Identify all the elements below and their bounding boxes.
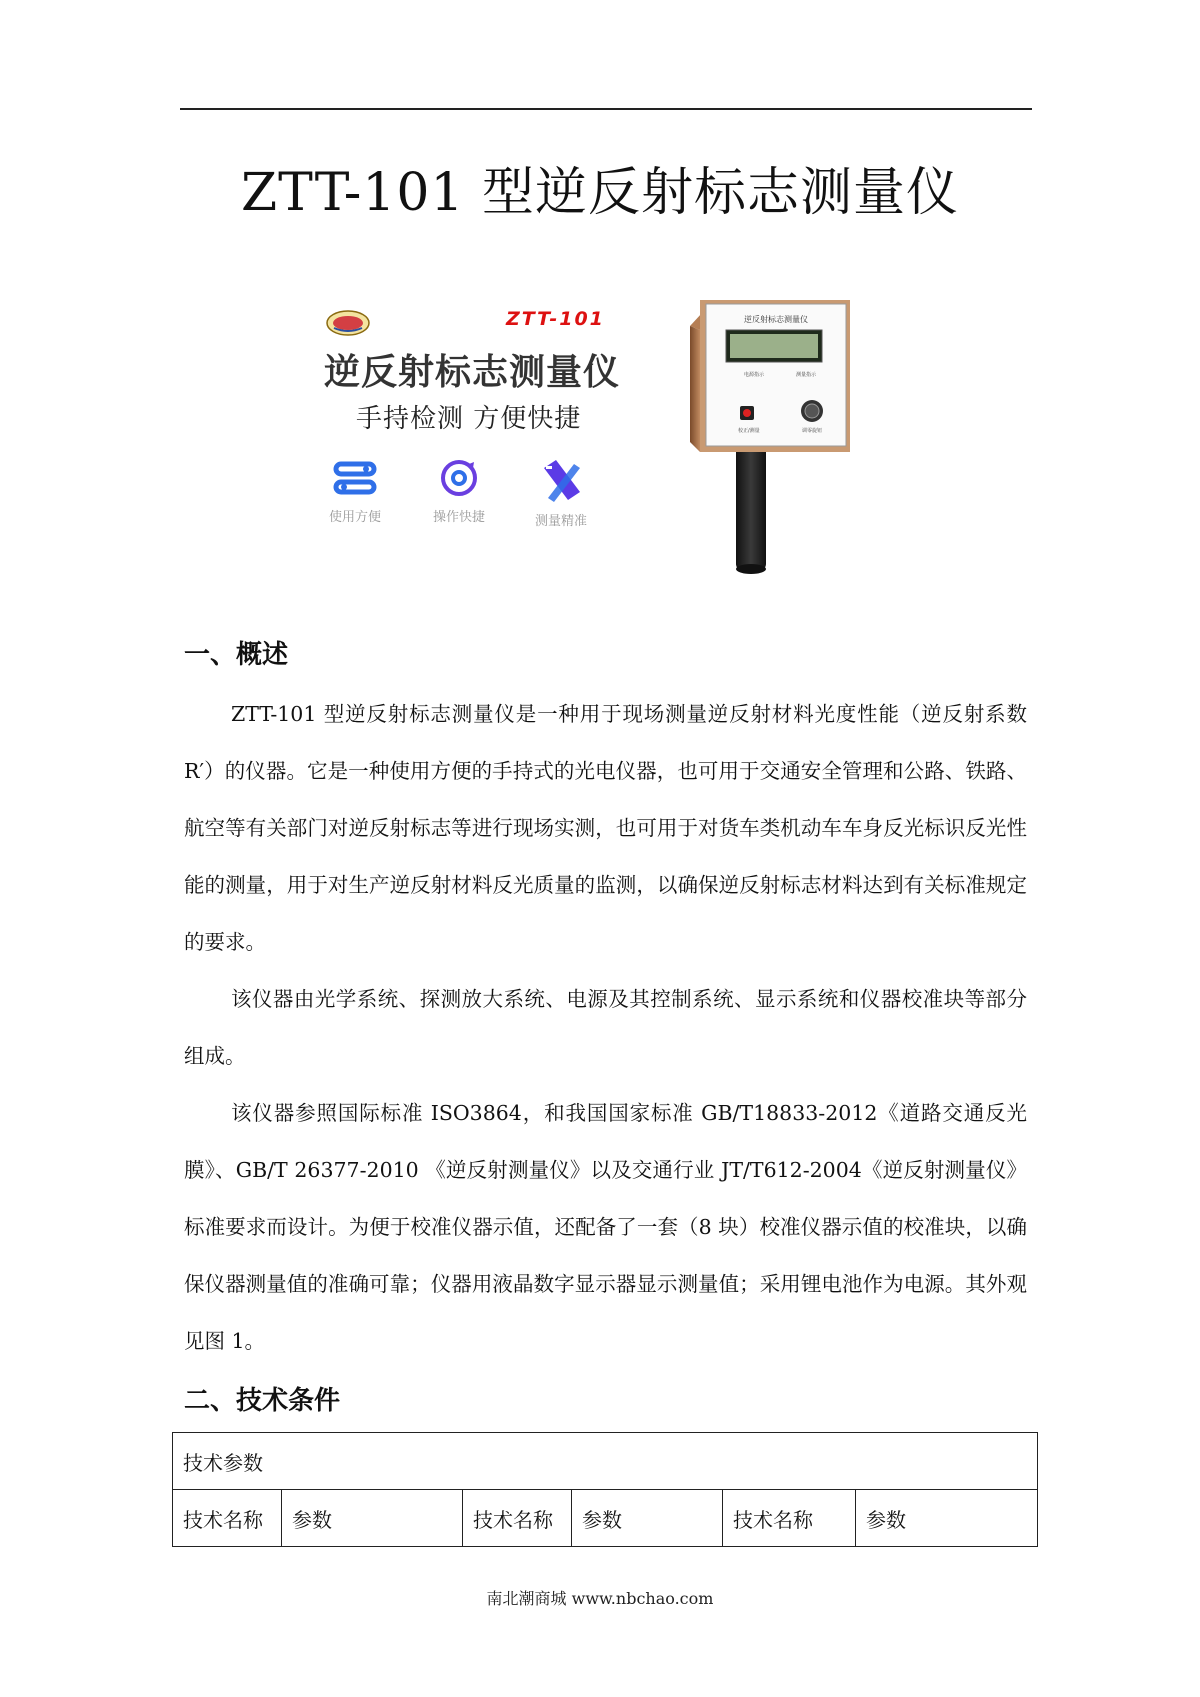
feature-accurate-measurement [516, 458, 606, 529]
table-header-cell: 技术名称 [463, 1490, 572, 1547]
feature-label: 测量精准 [534, 514, 587, 529]
table-row [173, 1490, 1038, 1547]
spec-table [172, 1432, 1038, 1547]
header-rule [180, 108, 1032, 110]
overview-paragraph-3: 该仪器参照国际标准 ISO3864，和我国国家标准 GB/T18833-2012《道路交通反光膜》、GB/T 26377-2010 《逆反射测量仪》以及交通行业 JT/T612-2004《逆反射测量仪》标准要求而设计。为便于校准仪器示值，还配备了一套（8 块）校准仪器示值的校准块，以确保仪器测量值的准确可靠；仪器用液晶数字显示器显示测量值；采用锂电池作为电源。其外观见图 1。 [184, 1101, 1027, 1353]
table-header-cell: 参数 [856, 1490, 1038, 1547]
overview-paragraph-1: ZTT-101 型逆反射标志测量仪是一种用于现场测量逆反射材料光度性能（逆反射系数 R′）的仪器。它是一种使用方便的手持式的光电仪器，也可用于交通安全管理和公路、铁路、航空等有关部门对逆反射标志等进行现场实测，也可用于对货车类机动车车身反光标识反光性能的测量，用于对生产逆反射材料反光质量的监测，以确保逆反射标志材料达到有关标准规定的要求。 [184, 702, 1027, 954]
page-footer: 南北潮商城 www.nbchao.com [486, 1589, 714, 1608]
device-panel-title: 逆反射标志测量仪 [744, 315, 808, 324]
table-caption: 技术参数 [173, 1433, 1038, 1490]
table-row [173, 1433, 1038, 1490]
feature-quick-operation [414, 458, 504, 525]
model-tag: ZTT-101 [506, 308, 605, 330]
table-header-cell: 技术名称 [723, 1490, 856, 1547]
refresh-gear-icon [436, 458, 482, 498]
ruler-pencil-icon [538, 458, 584, 502]
table-header-cell: 技术名称 [173, 1490, 282, 1547]
device-label: 测量指示 [796, 372, 817, 378]
feature-easy-use [310, 458, 400, 525]
banner-headline: 逆反射标志测量仪 [324, 352, 621, 393]
table-header-cell: 参数 [572, 1490, 723, 1547]
page-title: ZTT-101 型逆反射标志测量仪 [240, 163, 960, 223]
device-label: 校正/测量 [738, 428, 760, 434]
feature-label: 操作快捷 [432, 510, 485, 525]
feature-label: 使用方便 [328, 510, 381, 525]
brand-logo-icon [326, 310, 370, 336]
section-heading-technical: 二、技术条件 [184, 1386, 341, 1416]
device-label: 电源指示 [744, 372, 765, 378]
banner-slogan: 手持检测 方便快捷 [356, 404, 582, 434]
section-heading-overview: 一、概述 [184, 640, 289, 670]
device-label: 调零旋钮 [802, 428, 823, 434]
overview-paragraph-2: 该仪器由光学系统、探测放大系统、电源及其控制系统、显示系统和仪器校准块等部分组成。 [184, 987, 1027, 1068]
table-header-cell: 参数 [282, 1490, 463, 1547]
switch-icon [332, 458, 378, 498]
device-photo [684, 296, 854, 574]
